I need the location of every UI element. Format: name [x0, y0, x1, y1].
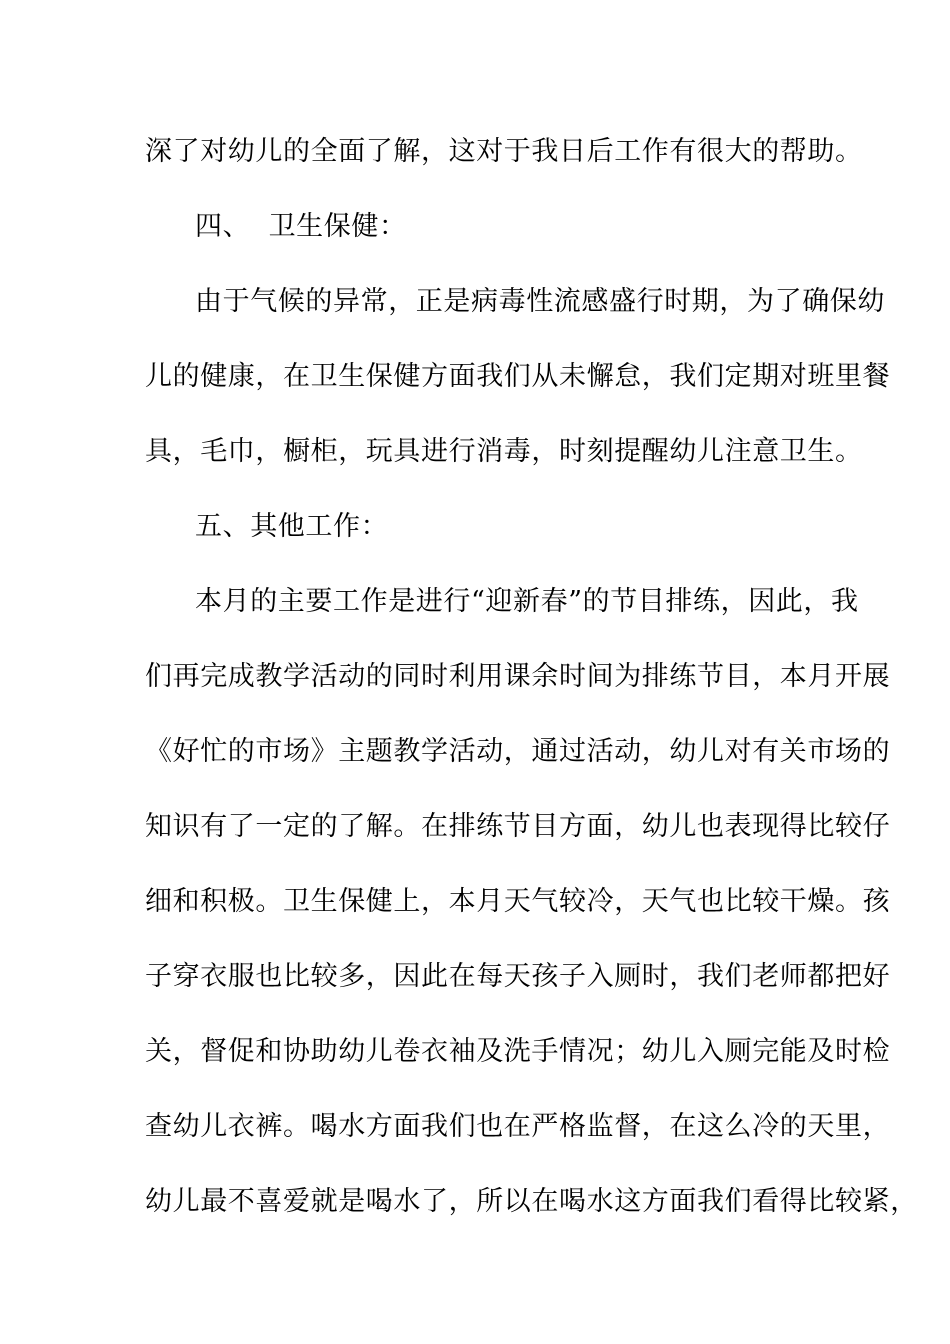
paragraph-line: 查幼儿衣裤。喝水方面我们也在严格监督，在这么冷的天里，	[145, 1111, 891, 1142]
paragraph-line: 深了对幼儿的全面了解，这对于我日后工作有很大的帮助。	[145, 136, 863, 167]
paragraph-line: 们再完成教学活动的同时利用课余时间为排练节目，本月开展	[145, 661, 891, 692]
paragraph-line: 《好忙的市场》主题教学活动，通过活动，幼儿对有关市场的	[145, 736, 891, 767]
paragraph-line: 儿的健康，在卫生保健方面我们从未懈怠，我们定期对班里餐	[145, 361, 891, 392]
paragraph-line: 细和积极。卫生保健上，本月天气较冷，天气也比较干燥。孩	[145, 886, 891, 917]
paragraph-line: 本月的主要工作是进行“迎新春”的节目排练，因此，我	[195, 586, 859, 617]
paragraph-line: 幼儿最不喜爱就是喝水了，所以在喝水这方面我们看得比较紧，	[145, 1186, 918, 1217]
paragraph-line: 具，毛巾，橱柜，玩具进行消毒，时刻提醒幼儿注意卫生。	[145, 436, 863, 467]
section-heading-hygiene: 四、 卫生保健：	[195, 211, 407, 242]
paragraph-line: 知识有了一定的了解。在排练节目方面，幼儿也表现得比较仔	[145, 811, 891, 842]
paragraph-line: 由于气候的异常，正是病毒性流感盛行时期，为了确保幼	[195, 286, 885, 317]
section-heading-other-work: 五、其他工作：	[195, 511, 389, 542]
paragraph-line: 子穿衣服也比较多，因此在每天孩子入厕时，我们老师都把好	[145, 961, 891, 992]
paragraph-line: 关，督促和协助幼儿卷衣袖及洗手情况；幼儿入厕完能及时检	[145, 1036, 891, 1067]
